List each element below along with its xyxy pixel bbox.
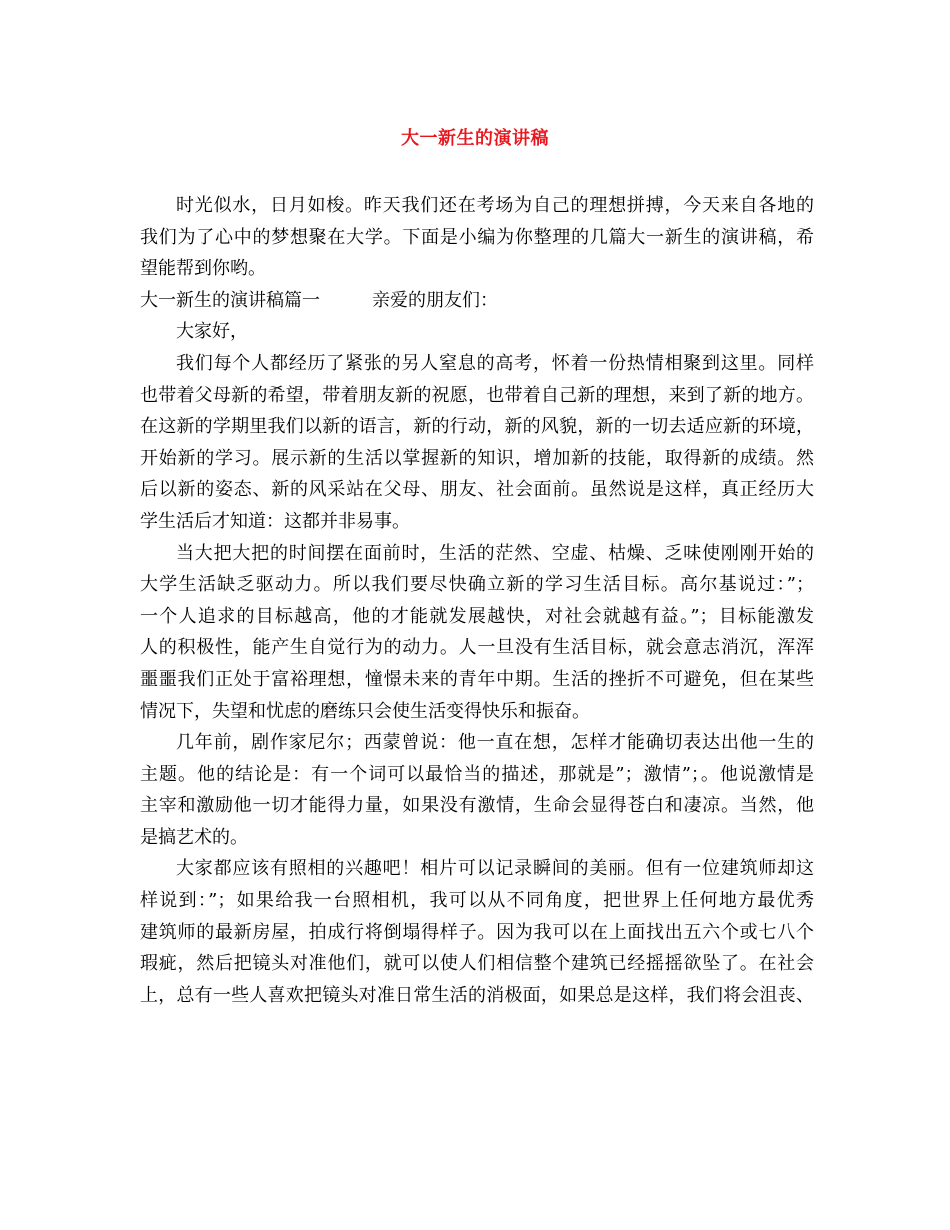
paragraph-line [140,917,814,949]
paragraph-line-text: 是搞艺术的。 [140,826,248,848]
paragraph-line-text: 我们为了心中的梦想聚在大学。下面是小编为你整理的几篇大一新生的演讲稿，希 [140,226,814,248]
paragraph-line [140,316,814,348]
document-title: 大一新生的演讲稿 [401,128,549,149]
paragraph-line-text: 大一新生的演讲稿篇一 [140,289,320,311]
paragraph-line [140,285,814,317]
paragraph-line [140,853,814,885]
paragraph-line-text: 人的积极性，能产生自觉行为的动力。人一旦没有生活目标，就会意志消沉，浑浑 [140,637,814,659]
paragraph-line-text: 我们每个人都经历了紧张的另人窒息的高考，怀着一份热情相聚到这里。同样 [176,352,814,374]
paragraph-line-text: 大学生活缺乏驱动力。所以我们要尽快确立新的学习生活目标。高尔基说过：”； [140,574,814,596]
paragraph-line-text: 大家好， [176,321,248,343]
paragraph-line-text: 上，总有一些人喜欢把镜头对准日常生活的消极面，如果总是这样，我们将会沮丧、 [140,984,814,1006]
paragraph-line-text: 噩噩我们正处于富裕理想，憧憬未来的青年中期。生活的挫折不可避免，但在某些 [140,668,814,690]
paragraph-line [140,569,814,601]
paragraph-line-text: 望能帮到你哟。 [140,258,266,280]
paragraph-line-text: 时光似水，日月如梭。昨天我们还在考场为自己的理想拼搏，今天来自各地的 [176,195,814,216]
paragraph-line-text: 样说到：”；如果给我一台照相机，我可以从不同角度，把世界上任何地方最优秀 [140,890,814,912]
paragraph-line-text: 情况下，失望和忧虑的磨练只会使生活变得快乐和振奋。 [140,700,590,722]
paragraph-line [140,664,814,696]
paragraph-line-text: 主题。他的结论是：有一个词可以最恰当的描述，那就是”；激情”；。他说激情是 [140,763,814,785]
paragraph-line [140,727,814,759]
paragraph-line-text: 建筑师的最新房屋，拍成行将倒塌得样子。因为我可以在上面找出五六个或七八个 [140,921,814,943]
paragraph-line [140,506,814,538]
paragraph-line [140,538,814,570]
paragraph-line-text: 大家都应该有照相的兴趣吧！相片可以记录瞬间的美丽。但有一位建筑师却这 [176,858,814,880]
paragraph-line-text: 开始新的学习。展示新的生活以掌握新的知识，增加新的技能，取得新的成绩。然 [140,447,814,469]
paragraph-line-text: 主宰和激励他一切才能得力量，如果没有激情，生命会显得苍白和凄凉。当然，他 [140,795,814,817]
paragraph-line-text: 也带着父母新的希望，带着朋友新的祝愿，也带着自己新的理想，来到了新的地方。 [140,384,814,406]
paragraph-line-text: 在这新的学期里我们以新的语言，新的行动，新的风貌，新的一切去适应新的环境， [140,416,814,438]
paragraph-line-text: 几年前，剧作家尼尔；西蒙曾说：他一直在想，怎样才能确切表达出他一生的 [176,732,814,754]
paragraph-line [140,253,814,285]
paragraph-line [140,411,814,443]
paragraph-line [140,822,814,854]
paragraph-line-text: 后以新的姿态、新的风采站在父母、朋友、社会面前。虽然说是这样，真正经历大 [140,479,814,501]
paragraph-line [140,759,814,791]
paragraph-line-text: 一个人追求的目标越高，他的才能就发展越快，对社会就越有益。”；目标能激发 [140,605,814,627]
paragraph-line-text: 瑕疵，然后把镜头对准他们，就可以使人们相信整个建筑已经摇摇欲坠了。在社会 [140,953,814,975]
paragraph-line [140,885,814,917]
salutation-text: 亲爱的朋友们： [372,289,498,311]
paragraph-line-text: 学生活后才知道：这都并非易事。 [140,510,410,532]
paragraph-line-text: 当大把大把的时间摆在面前时，生活的茫然、空虚、枯燥、乏味使刚刚开始的 [176,542,814,564]
paragraph-line [140,790,814,822]
paragraph-line [140,190,814,222]
paragraph-line [140,696,814,728]
document-body [140,190,814,1011]
paragraph-line [140,474,814,506]
paragraph-line [140,222,814,254]
paragraph-line [140,348,814,380]
paragraph-line [140,601,814,633]
paragraph-line [140,980,814,1012]
paragraph-line [140,443,814,475]
paragraph-line [140,632,814,664]
paragraph-line [140,380,814,412]
paragraph-line [140,948,814,980]
